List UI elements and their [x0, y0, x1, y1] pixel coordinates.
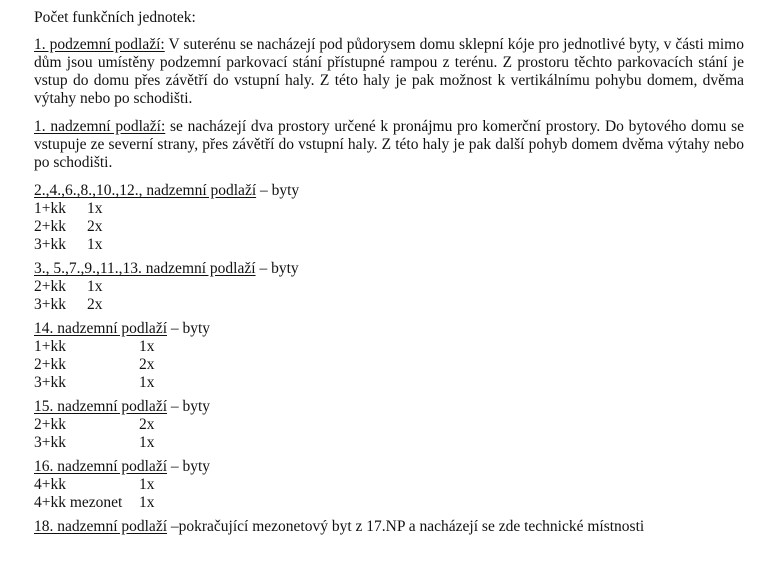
- unit-count: 1x: [87, 236, 103, 253]
- unit-type: 2+kk: [34, 278, 66, 295]
- unit-count: 1x: [87, 200, 103, 217]
- unit-row: [34, 416, 744, 434]
- paragraph-heading: 1. podzemní podlaží:: [34, 36, 165, 53]
- unit-row: [34, 200, 744, 218]
- section-heading-label: 14. nadzemní podlaží: [34, 320, 167, 337]
- section-heading-label: 16. nadzemní podlaží: [34, 458, 167, 475]
- unit-count: 2x: [139, 416, 155, 433]
- section-heading: [34, 260, 744, 278]
- unit-type: 1+kk: [34, 200, 66, 217]
- unit-type: 3+kk: [34, 374, 66, 391]
- section-floors-even: [34, 182, 744, 254]
- section-heading: [34, 458, 744, 476]
- section-heading: [34, 320, 744, 338]
- unit-type: 4+kk mezonet: [34, 494, 123, 511]
- unit-count: 2x: [87, 218, 103, 235]
- unit-count: 1x: [139, 434, 155, 451]
- paragraph-text: V suterénu se nacházejí pod půdorysem domu sklepní kóje pro jednotlivé byty, v části mimo dům jsou umístěny podzemní parkovací stání přístupné rampou z terénu. Z prostoru těchto parkovacích stání je vstup do domu přes závětří do vstupní haly. Z této haly je pak možnost k vertikálnímu pohybu domem, dvěma výtahy nebo po schodišti.: [34, 36, 744, 107]
- paragraph-basement: [34, 36, 744, 108]
- section-heading-label: 2.,4.,6.,8.,10.,12., nadzemní podlaží: [34, 182, 257, 199]
- section-heading-label: 15. nadzemní podlaží: [34, 398, 167, 415]
- unit-row: [34, 218, 744, 236]
- unit-count: 1x: [139, 338, 155, 355]
- unit-row: [34, 278, 744, 296]
- unit-row: [34, 236, 744, 254]
- unit-type: 3+kk: [34, 236, 66, 253]
- section-heading-suffix: – byty: [256, 182, 300, 199]
- unit-row: [34, 434, 744, 452]
- unit-count: 1x: [87, 278, 103, 295]
- unit-type: 1+kk: [34, 338, 66, 355]
- section-heading: [34, 398, 744, 416]
- section-floor-18: [34, 518, 744, 536]
- section-heading-suffix: – byty: [167, 398, 211, 415]
- paragraph-text: se nacházejí dva prostory určené k pronájmu pro komerční prostory. Do bytového domu se vstupuje ze severní strany, přes závětří do vstupní haly. Z této haly je pak další pohyb domem dvěma výtahy nebo po schodišti.: [34, 118, 744, 171]
- section-heading-suffix: – byty: [167, 458, 211, 475]
- unit-count: 1x: [139, 494, 155, 511]
- unit-type: 2+kk: [34, 356, 66, 373]
- section-heading-label: 18. nadzemní podlaží: [34, 518, 167, 535]
- section-heading-suffix: – byty: [167, 320, 211, 337]
- section-text: –pokračující mezonetový byt z 17.NP a nacházejí se zde technické místnosti: [167, 518, 645, 535]
- unit-type: 3+kk: [34, 434, 66, 451]
- paragraph-heading: 1. nadzemní podlaží:: [34, 118, 166, 135]
- unit-row: [34, 296, 744, 314]
- unit-type: 3+kk: [34, 296, 66, 313]
- unit-count: 2x: [139, 356, 155, 373]
- unit-type: 4+kk: [34, 476, 66, 493]
- unit-count: 1x: [139, 476, 155, 493]
- section-heading: [34, 182, 744, 200]
- document-page: [34, 9, 744, 542]
- section-floors-odd: [34, 260, 744, 314]
- paragraph-ground-floor: [34, 118, 744, 172]
- section-floor-15: [34, 398, 744, 452]
- unit-row: [34, 374, 744, 392]
- unit-count: 2x: [87, 296, 103, 313]
- unit-row: [34, 338, 744, 356]
- unit-row: [34, 356, 744, 374]
- section-heading-suffix: – byty: [255, 260, 299, 277]
- document-title: Počet funkčních jednotek:: [34, 9, 196, 26]
- unit-row: [34, 476, 744, 494]
- section-floor-16: [34, 458, 744, 512]
- unit-count: 1x: [139, 374, 155, 391]
- unit-type: 2+kk: [34, 218, 66, 235]
- unit-row: [34, 494, 744, 512]
- section-heading-label: 3., 5.,7.,9.,11.,13. nadzemní podlaží: [34, 260, 256, 277]
- unit-type: 2+kk: [34, 416, 66, 433]
- section-floor-14: [34, 320, 744, 392]
